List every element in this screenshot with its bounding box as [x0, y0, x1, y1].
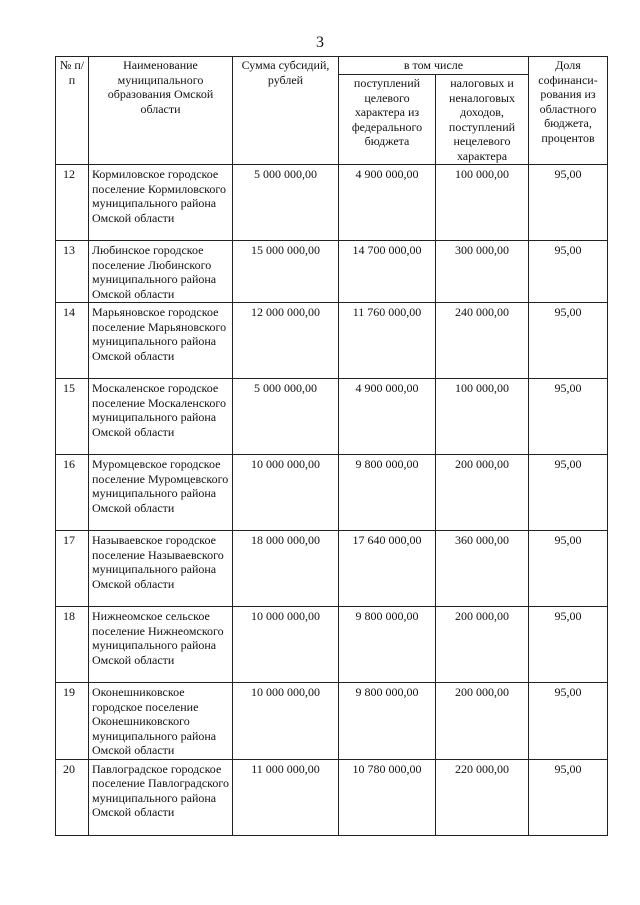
row-share: 95,00: [529, 241, 608, 303]
header-num: № п/п: [56, 57, 89, 165]
table-row: [56, 379, 608, 455]
row-tax: 200 000,00: [436, 683, 529, 760]
header-including: в том числе: [339, 57, 529, 75]
row-tax: 240 000,00: [436, 303, 529, 379]
row-num: 19: [56, 683, 89, 760]
row-name: Муромцевское городское поселение Муромцевского муниципального района Омской области: [89, 455, 233, 531]
table-row: [56, 759, 608, 835]
row-federal: 10 780 000,00: [339, 759, 436, 835]
row-tax: 220 000,00: [436, 759, 529, 835]
row-tax: 100 000,00: [436, 165, 529, 241]
row-sum: 10 000 000,00: [233, 455, 339, 531]
row-num: 18: [56, 607, 89, 683]
table-row: [56, 303, 608, 379]
table-body: [56, 165, 608, 836]
row-federal: 4 900 000,00: [339, 165, 436, 241]
table-row: [56, 607, 608, 683]
row-sum: 10 000 000,00: [233, 683, 339, 760]
row-sum: 15 000 000,00: [233, 241, 339, 303]
table-row: [56, 531, 608, 607]
row-name: Кормиловское городское поселение Кормиловского муниципального района Омской области: [89, 165, 233, 241]
row-num: 13: [56, 241, 89, 303]
row-share: 95,00: [529, 455, 608, 531]
row-tax: 100 000,00: [436, 379, 529, 455]
row-tax: 200 000,00: [436, 607, 529, 683]
row-name: Москаленское городское поселение Москаленского муниципального района Омской области: [89, 379, 233, 455]
table-row: [56, 241, 608, 303]
page-number: 3: [316, 34, 324, 51]
row-name: Любинское городское поселение Любинского муниципального района Омской области: [89, 241, 233, 303]
row-sum: 10 000 000,00: [233, 607, 339, 683]
row-federal: 14 700 000,00: [339, 241, 436, 303]
row-sum: 5 000 000,00: [233, 165, 339, 241]
row-name: Марьяновское городское поселение Марьяновского муниципального района Омской области: [89, 303, 233, 379]
subsidy-table: [55, 56, 608, 836]
row-sum: 18 000 000,00: [233, 531, 339, 607]
row-num: 16: [56, 455, 89, 531]
row-num: 15: [56, 379, 89, 455]
table-row: [56, 455, 608, 531]
row-share: 95,00: [529, 165, 608, 241]
row-sum: 12 000 000,00: [233, 303, 339, 379]
row-sum: 11 000 000,00: [233, 759, 339, 835]
row-name: Оконешниковское городское поселение Оконешниковского муниципального района Омской области: [89, 683, 233, 760]
row-share: 95,00: [529, 379, 608, 455]
row-share: 95,00: [529, 303, 608, 379]
row-name: Нижнеомское сельское поселение Нижнеомского муниципального района Омской области: [89, 607, 233, 683]
row-name: Называевское городское поселение Называевского муниципального района Омской области: [89, 531, 233, 607]
header-tax: налоговых и неналоговых доходов, поступлений нецелевого характера: [436, 75, 529, 165]
row-sum: 5 000 000,00: [233, 379, 339, 455]
row-federal: 11 760 000,00: [339, 303, 436, 379]
header-federal: поступлений целевого характера из федерального бюджета: [339, 75, 436, 165]
row-share: 95,00: [529, 531, 608, 607]
row-federal: 17 640 000,00: [339, 531, 436, 607]
row-federal: 9 800 000,00: [339, 455, 436, 531]
row-name: Павлоградское городское поселение Павлоградского муниципального района Омской области: [89, 759, 233, 835]
row-num: 12: [56, 165, 89, 241]
row-federal: 9 800 000,00: [339, 683, 436, 760]
table-row: [56, 165, 608, 241]
table-header: [56, 57, 608, 165]
row-tax: 360 000,00: [436, 531, 529, 607]
row-share: 95,00: [529, 759, 608, 835]
row-num: 17: [56, 531, 89, 607]
header-sum: Сумма субсидий, рублей: [233, 57, 339, 165]
row-num: 20: [56, 759, 89, 835]
row-share: 95,00: [529, 683, 608, 760]
row-federal: 4 900 000,00: [339, 379, 436, 455]
table-row: [56, 683, 608, 760]
row-tax: 300 000,00: [436, 241, 529, 303]
header-share: Доля софинанси-рования из областного бюджета, процентов: [529, 57, 608, 165]
row-share: 95,00: [529, 607, 608, 683]
row-tax: 200 000,00: [436, 455, 529, 531]
row-federal: 9 800 000,00: [339, 607, 436, 683]
row-num: 14: [56, 303, 89, 379]
header-name: Наименование муниципального образования Омской области: [89, 57, 233, 165]
